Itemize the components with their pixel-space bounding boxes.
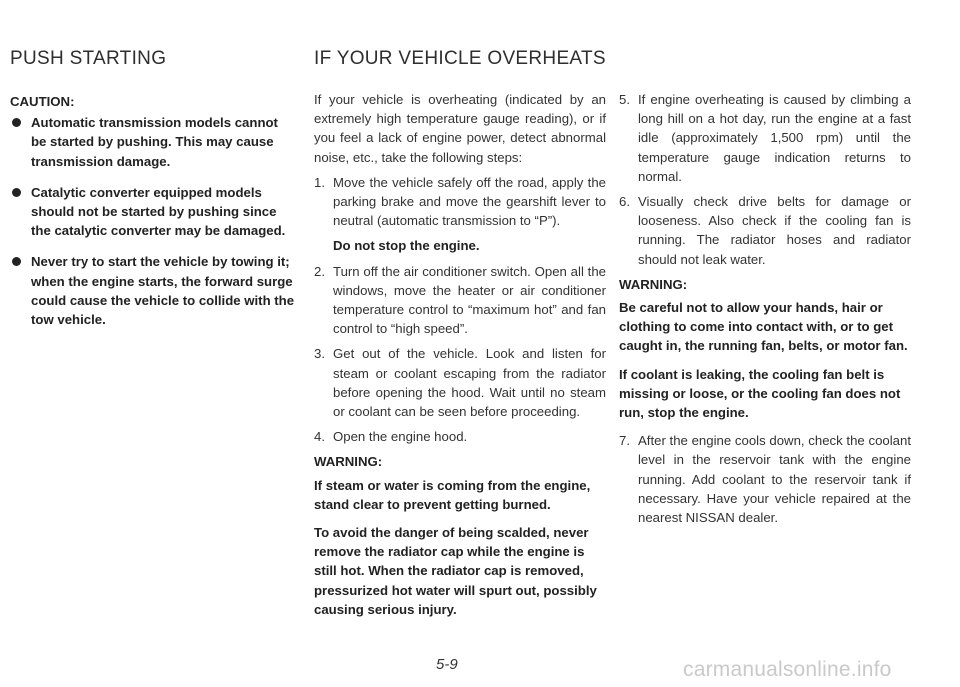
step-item [314, 173, 606, 231]
intro-paragraph: If your vehicle is overheating (indicated by an extremely high temperature gauge reading), or if you feel a lack of engine power, detect abnormal noise, etc., take the following steps: [314, 92, 606, 165]
caution-bullet [10, 113, 295, 171]
step-number: 1. [314, 174, 325, 190]
step-text: Get out of the vehicle. Look and listen for steam or coolant escaping from the radiator before opening the hood. Wait until no steam or coolant can be seen before proceeding. [333, 346, 606, 420]
step-text: Move the vehicle safely off the road, apply the parking brake and move the gearshift lever to neutral (automatic transmission to “P”). [333, 174, 606, 229]
caution-bullet-text: Automatic transmission models cannot be started by pushing. This may cause transmission damage. [31, 115, 278, 169]
bullet-dot-icon [12, 188, 21, 197]
step-item [619, 90, 911, 186]
watermark: carmanualsonline.info [683, 658, 892, 681]
step-item [314, 344, 606, 421]
step-number: 6. [619, 194, 630, 210]
warning-title: WARNING: [314, 454, 383, 470]
step-item [619, 192, 911, 269]
step-number: 7. [619, 433, 630, 449]
warning-title: WARNING: [619, 276, 688, 292]
overheats-column-1 [314, 90, 606, 628]
warning-text: If coolant is leaking, the cooling fan belt is missing or loose, or the cooling fan does not run, stop the engine. [619, 366, 901, 421]
step-text: If engine overheating is caused by climbing a long hill on a hot day, run the engine at a fast idle (approximately 1,500 rpm) until the temperature gauge indication returns to normal. [638, 92, 911, 184]
step-item [314, 262, 606, 339]
push-starting-heading: PUSH STARTING [10, 48, 167, 69]
step-number: 5. [619, 92, 630, 107]
step-number: 2. [314, 263, 325, 279]
caution-bullet-text: Catalytic converter equipped models should not be started by pushing since the catalytic converter may be damaged. [31, 184, 286, 239]
step-item [619, 431, 911, 527]
warning-text: To avoid the danger of being scalded, never remove the radiator cap while the engine is still hot. When the radiator cap is removed, pressurized hot water will spurt out, possibly causing serious injury. [314, 525, 597, 617]
push-starting-column [10, 92, 295, 341]
step-item [314, 427, 606, 446]
caution-bullet-text: Never try to start the vehicle by towing it; when the engine starts, the forward surge could cause the vehicle to collide with the tow vehicle. [31, 254, 295, 328]
caution-bullet [10, 183, 295, 241]
bullet-dot-icon [12, 118, 21, 127]
caution-bullet [10, 252, 295, 329]
warning-text: Be careful not to allow your hands, hair or clothing to come into contact with, or to get caught in, the running fan, belts, or motor fan. [619, 300, 908, 354]
step-number: 4. [314, 429, 325, 445]
step-text: Visually check drive belts for damage or looseness. Also check if the cooling fan is running. The radiator hoses and radiator should not leak water. [638, 194, 911, 267]
step-text: Turn off the air conditioner switch. Open all the windows, move the heater or air conditioner temperature control to “maximum hot” and fan control to “high speed”. [333, 263, 606, 337]
step-text: After the engine cools down, check the coolant level in the reservoir tank with the engine running. Add coolant to the reservoir tank if necessary. Have your vehicle repaired at the nearest NISSAN dealer. [638, 433, 911, 526]
step-text: Open the engine hood. [333, 429, 468, 445]
step-number: 3. [314, 346, 325, 362]
bullet-dot-icon [12, 257, 21, 266]
overheats-column-2 [619, 90, 911, 533]
page-number: 5-9 [436, 656, 458, 673]
overheats-heading: IF YOUR VEHICLE OVERHEATS [314, 48, 606, 69]
warning-text: If steam or water is coming from the engine, stand clear to prevent getting burned. [314, 477, 591, 512]
caution-title: CAUTION: [10, 94, 75, 109]
do-not-stop-note: Do not stop the engine. [333, 238, 480, 254]
